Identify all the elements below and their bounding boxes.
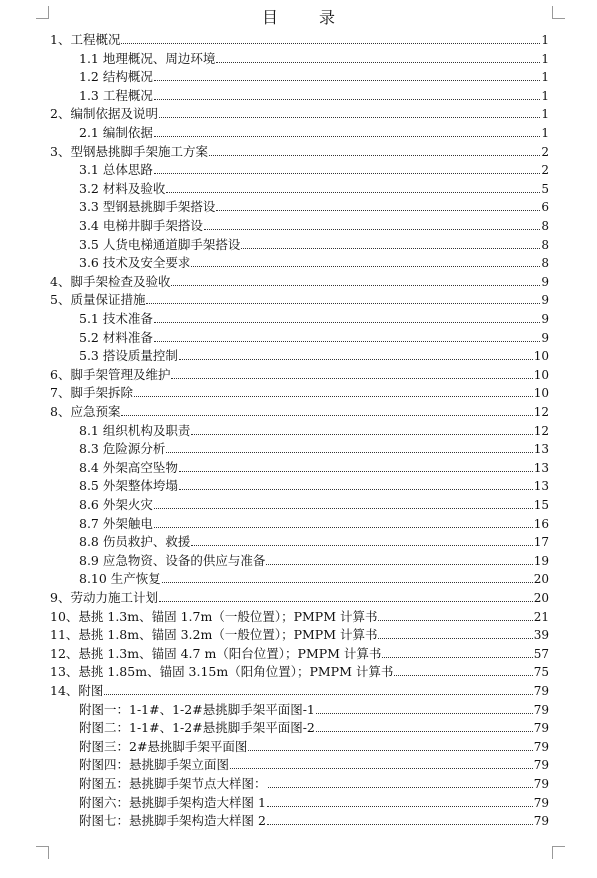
page-title: 目 录: [261, 8, 354, 27]
toc-dot-leader: [394, 675, 532, 676]
toc-entry-label: 8.8 伤员救护、救援: [79, 534, 191, 550]
toc-entry-page-number: 19: [533, 553, 549, 568]
toc-entry[interactable]: [50, 271, 549, 289]
toc-entry[interactable]: [79, 178, 549, 196]
toc-entry-page-number: 5: [541, 181, 549, 196]
toc-dot-leader: [179, 489, 533, 490]
toc-entry-label: 3.4 电梯井脚手架搭设: [79, 218, 203, 233]
toc-entry[interactable]: [79, 699, 549, 717]
toc-dot-leader: [267, 806, 533, 807]
toc-dot-leader: [166, 192, 540, 193]
toc-entry-page-number: 2: [541, 163, 549, 178]
toc-dot-leader: [266, 564, 532, 565]
toc-entry-page-number: 9: [541, 293, 549, 308]
toc-entry-label: 3.5 人货电梯通道脚手架搭设: [79, 236, 241, 252]
toc-entry-page-number: 57: [533, 646, 549, 661]
toc-entry[interactable]: [79, 754, 549, 772]
toc-entry-label: 3.3 型钢悬挑脚手架搭设: [79, 199, 216, 215]
toc-entry-page-number: 13: [533, 442, 549, 457]
toc-dot-leader: [171, 285, 540, 286]
toc-entry-label: 5、质量保证措施: [50, 292, 146, 308]
toc-entry-page-number: 2: [541, 144, 549, 159]
toc-entry[interactable]: [50, 680, 549, 698]
toc-entry[interactable]: [50, 364, 549, 382]
toc-entry-label: 4、脚手架检查及验收: [50, 273, 171, 289]
toc-entry[interactable]: [50, 103, 549, 121]
toc-entry-page-number: 6: [541, 200, 549, 215]
toc-dot-leader: [204, 229, 541, 230]
toc-entry[interactable]: [79, 494, 549, 512]
toc-dot-leader: [241, 248, 540, 249]
toc-entry-label: 1.2 结构概况: [79, 69, 153, 85]
page-corner-mark-bottom-right: [552, 846, 565, 859]
toc-dot-leader: [248, 750, 532, 751]
toc-entry-label: 2、编制依据及说明: [50, 106, 158, 122]
toc-entry-label: 附图五：悬挑脚手架节点大样图：: [79, 776, 267, 791]
toc-entry[interactable]: [79, 773, 549, 791]
toc-entry-page-number: 13: [533, 460, 549, 475]
toc-entry[interactable]: [79, 810, 549, 828]
toc-entry-page-number: 9: [541, 312, 549, 326]
toc-dot-leader: [104, 694, 532, 695]
toc-dot-leader: [154, 508, 533, 509]
toc-entry-page-number: 9: [541, 274, 549, 289]
toc-dot-leader: [154, 136, 541, 137]
toc-entry-page-number: 1: [541, 70, 549, 85]
toc-entry-page-number: 12: [533, 423, 549, 438]
toc-entry[interactable]: [50, 401, 549, 419]
toc-dot-leader: [378, 638, 532, 639]
toc-entry-page-number: 12: [533, 405, 549, 419]
toc-entry[interactable]: [50, 289, 549, 307]
toc-entry[interactable]: [79, 736, 549, 754]
toc-entry[interactable]: [79, 717, 549, 735]
toc-entry-page-number: 79: [533, 684, 549, 698]
toc-entry-page-number: 1: [541, 88, 549, 103]
toc-entry-label: 5.2 材料准备: [79, 329, 153, 345]
toc-dot-leader: [268, 787, 533, 788]
toc-entry-label: 2.1 编制依据: [79, 125, 153, 140]
toc-entry-label: 8.1 组织机构及职责: [79, 422, 191, 438]
toc-dot-leader: [267, 824, 533, 825]
toc-entry-label: 附图二：1-1#、1-2#悬挑脚手架平面图-2: [79, 720, 315, 736]
toc-entry-page-number: 39: [533, 628, 549, 643]
toc-entry-label: 9、劳动力施工计划: [50, 590, 158, 605]
toc-entry-page-number: 79: [533, 814, 549, 829]
toc-entry-label: 5.3 搭设质量控制: [79, 348, 178, 364]
toc-entry-label: 附图一：1-1#、1-2#悬挑脚手架平面图-1: [79, 701, 315, 717]
toc-dot-leader: [154, 322, 541, 323]
toc-entry-label: 8.3 危险源分析: [79, 441, 166, 457]
toc-dot-leader: [121, 43, 540, 44]
toc-entry-label: 3、型钢悬挑脚手架施工方案: [50, 143, 208, 159]
toc-entry-page-number: 15: [533, 498, 549, 512]
toc-entry-label: 8.6 外架火灾: [79, 497, 153, 512]
toc-entry-page-number: 9: [541, 330, 549, 345]
toc-entry-page-number: 20: [533, 591, 549, 605]
toc-entry-label: 附图六：悬挑脚手架构造大样图 1: [79, 794, 266, 810]
toc-entry-page-number: 1: [541, 51, 549, 66]
toc-entry-label: 7、脚手架拆除: [50, 385, 133, 401]
toc-entry-page-number: 10: [533, 349, 549, 364]
toc-entry[interactable]: [50, 587, 549, 605]
toc-entry[interactable]: [79, 159, 549, 177]
toc-entry-page-number: 75: [533, 665, 549, 680]
toc-dot-leader: [191, 545, 532, 546]
toc-entry[interactable]: [79, 438, 549, 456]
toc-dot-leader: [121, 415, 532, 416]
toc-entry-page-number: 8: [541, 256, 549, 271]
toc-entry[interactable]: [79, 308, 549, 326]
toc-dot-leader: [316, 713, 533, 714]
toc-dot-leader: [316, 731, 533, 732]
toc-entry-page-number: 20: [533, 572, 549, 587]
toc-entry[interactable]: [79, 252, 549, 270]
toc-dot-leader: [191, 266, 540, 267]
toc-dot-leader: [166, 452, 532, 453]
toc-entry-page-number: 16: [533, 516, 549, 531]
toc-entry-page-number: 13: [533, 479, 549, 494]
toc-entry[interactable]: [50, 624, 549, 642]
toc-entry-label: 8.9 应急物资、设备的供应与准备: [79, 552, 266, 568]
toc-entry-page-number: 10: [533, 367, 549, 382]
toc-entry-label: 3.2 材料及验收: [79, 180, 166, 196]
toc-dot-leader: [154, 80, 541, 81]
toc-dot-leader: [382, 657, 532, 658]
toc-entry-label: 14、附图: [50, 683, 104, 698]
toc-entry-page-number: 1: [541, 126, 549, 140]
toc-entry[interactable]: [50, 606, 549, 624]
toc-entry-label: 1、工程概况: [50, 32, 121, 47]
toc-dot-leader: [154, 99, 541, 100]
toc-entry-label: 1.1 地理概况、周边环境: [79, 50, 216, 66]
toc-entry[interactable]: [79, 215, 549, 233]
toc-entry[interactable]: [79, 327, 549, 345]
toc-entry[interactable]: [79, 66, 549, 84]
toc-dot-leader: [171, 378, 532, 379]
toc-entry[interactable]: [79, 550, 549, 568]
toc-dot-leader: [162, 582, 533, 583]
toc-dot-leader: [154, 341, 541, 342]
toc-dot-leader: [159, 601, 533, 602]
toc-entry-label: 11、悬挑 1.8m、锚固 3.2m（一般位置）；PMPM 计算书: [50, 627, 378, 643]
toc-entry-label: 8、应急预案: [50, 404, 121, 419]
toc-entry[interactable]: [50, 643, 549, 661]
toc-entry-label: 5.1 技术准备: [79, 311, 153, 326]
toc-entry[interactable]: [79, 234, 549, 252]
toc-entry-label: 6、脚手架管理及维护: [50, 366, 171, 382]
toc-dot-leader: [378, 620, 532, 621]
toc-entry[interactable]: [50, 382, 549, 400]
toc-dot-leader: [230, 768, 533, 769]
toc-entry-page-number: 17: [533, 535, 549, 550]
toc-entry[interactable]: [79, 792, 549, 810]
toc-dot-leader: [154, 173, 541, 174]
toc-entry[interactable]: [79, 122, 549, 140]
toc-entry-label: 附图七：悬挑脚手架构造大样图 2: [79, 813, 266, 829]
toc-entry-page-number: 1: [541, 107, 549, 122]
toc-dot-leader: [216, 210, 540, 211]
toc-entry[interactable]: [50, 29, 549, 47]
toc-entry[interactable]: [50, 141, 549, 159]
toc-entry-label: 8.4 外架高空坠物: [79, 459, 178, 475]
toc-entry-page-number: 10: [533, 386, 549, 401]
toc-dot-leader: [191, 434, 532, 435]
toc-dot-leader: [179, 359, 533, 360]
toc-dot-leader: [146, 303, 540, 304]
toc-dot-leader: [179, 471, 533, 472]
toc-entry[interactable]: [79, 568, 549, 586]
toc-entry-label: 3.6 技术及安全要求: [79, 255, 191, 271]
toc-entry-label: 1.3 工程概况: [79, 87, 153, 103]
toc-entry[interactable]: [79, 48, 549, 66]
toc-dot-leader: [154, 527, 533, 528]
toc-entry-page-number: 79: [533, 758, 549, 773]
toc-entry-page-number: 79: [533, 777, 549, 791]
toc-entry-page-number: 21: [533, 609, 549, 624]
toc-entry-page-number: 79: [533, 721, 549, 736]
toc-entry-label: 附图三：2#悬挑脚手架平面图: [79, 738, 248, 754]
toc-entry-page-number: 8: [541, 219, 549, 233]
page-corner-mark-bottom-left: [36, 846, 49, 859]
toc-entry-label: 8.7 外架触电: [79, 515, 153, 531]
toc-entry[interactable]: [79, 196, 549, 214]
toc-entry-label: 12、悬挑 1.3m、锚固 4.7 m（阳台位置）；PMPM 计算书: [50, 645, 382, 661]
toc-dot-leader: [209, 155, 540, 156]
toc-entry[interactable]: [79, 420, 549, 438]
toc-dot-leader: [159, 117, 540, 118]
toc-entry[interactable]: [79, 475, 549, 493]
toc-entry-label: 10、悬挑 1.3m、锚固 1.7m（一般位置）；PMPM 计算书: [50, 608, 378, 624]
toc-entry-label: 8.5 外架整体垮塌: [79, 478, 178, 494]
toc-entry-page-number: 1: [541, 33, 549, 47]
toc-entry[interactable]: [79, 531, 549, 549]
toc-entry[interactable]: [50, 661, 549, 679]
toc-entry-page-number: 79: [533, 795, 549, 810]
toc-dot-leader: [134, 396, 533, 397]
toc-entry-page-number: 8: [541, 237, 549, 252]
toc-entry[interactable]: [79, 457, 549, 475]
toc-dot-leader: [216, 62, 540, 63]
toc-entry[interactable]: [79, 345, 549, 363]
toc-entry-label: 13、悬挑 1.85m、锚固 3.15m（阳角位置）；PMPM 计算书: [50, 664, 394, 680]
toc-entry-page-number: 79: [533, 739, 549, 754]
toc-entry-label: 8.10 生产恢复: [79, 571, 161, 587]
toc-entry-label: 3.1 总体思路: [79, 162, 153, 178]
toc-entry-label: 附图四：悬挑脚手架立面图: [79, 757, 230, 773]
toc-entry[interactable]: [79, 85, 549, 103]
toc-entry-page-number: 79: [533, 702, 549, 717]
toc-entry[interactable]: [79, 513, 549, 531]
